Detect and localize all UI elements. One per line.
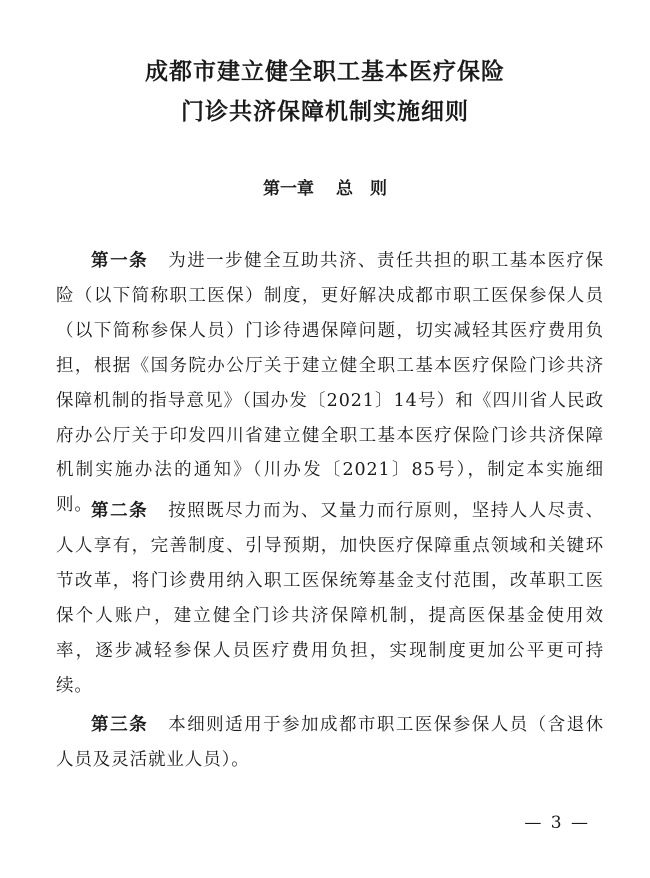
article-3-label: 第三条 <box>91 715 149 735</box>
article-2-label: 第二条 <box>91 501 149 521</box>
page-number: — 3 — <box>524 813 590 833</box>
article-1-text: 为进一步健全互助共济、责任共担的职工基本医疗保险（以下简称职工医保）制度，更好解决成都市职工医保参保人员（以下简称参保人员）门诊待遇保障问题，切实减轻其医疗费用负担，根据《国务院办公厅关于建立健全职工基本医疗保险门诊共济保障机制的指导意见》（国办发〔2021〕14号）和《四川省人民政府办公厅关于印发四川省建立健全职工基本医疗保险门诊共济保障机制实施办法的通知》（川办发〔2021〕85号），制定本实施细则。 <box>56 251 604 516</box>
article-3-text: 本细则适用于参加成都市职工医保参保人员（含退休人员及灵活就业人员）。 <box>56 715 604 770</box>
chapter-number: 第一章 <box>263 179 314 199</box>
article-1 <box>56 244 604 523</box>
chapter-name: 总 则 <box>336 179 387 199</box>
article-1-label: 第一条 <box>91 251 149 271</box>
article-2-text: 按照既尽力而为、又量力而行原则，坚持人人尽责、人人享有，完善制度、引导预期，加快医疗保障重点领域和关键环节改革，将门诊费用纳入职工医保统筹基金支付范围，改革职工医保个人账户，建立健全门诊共济保障机制，提高医保基金使用效率，逐步减轻参保人员医疗费用负担，实现制度更加公平更可持续。 <box>56 501 604 696</box>
chapter-heading <box>0 178 650 200</box>
article-3 <box>56 708 604 778</box>
document-title-line-1: 成都市建立健全职工基本医疗保险 <box>145 59 505 85</box>
document-title-line-2: 门诊共济保障机制实施细则 <box>181 99 469 125</box>
article-2 <box>56 494 604 703</box>
